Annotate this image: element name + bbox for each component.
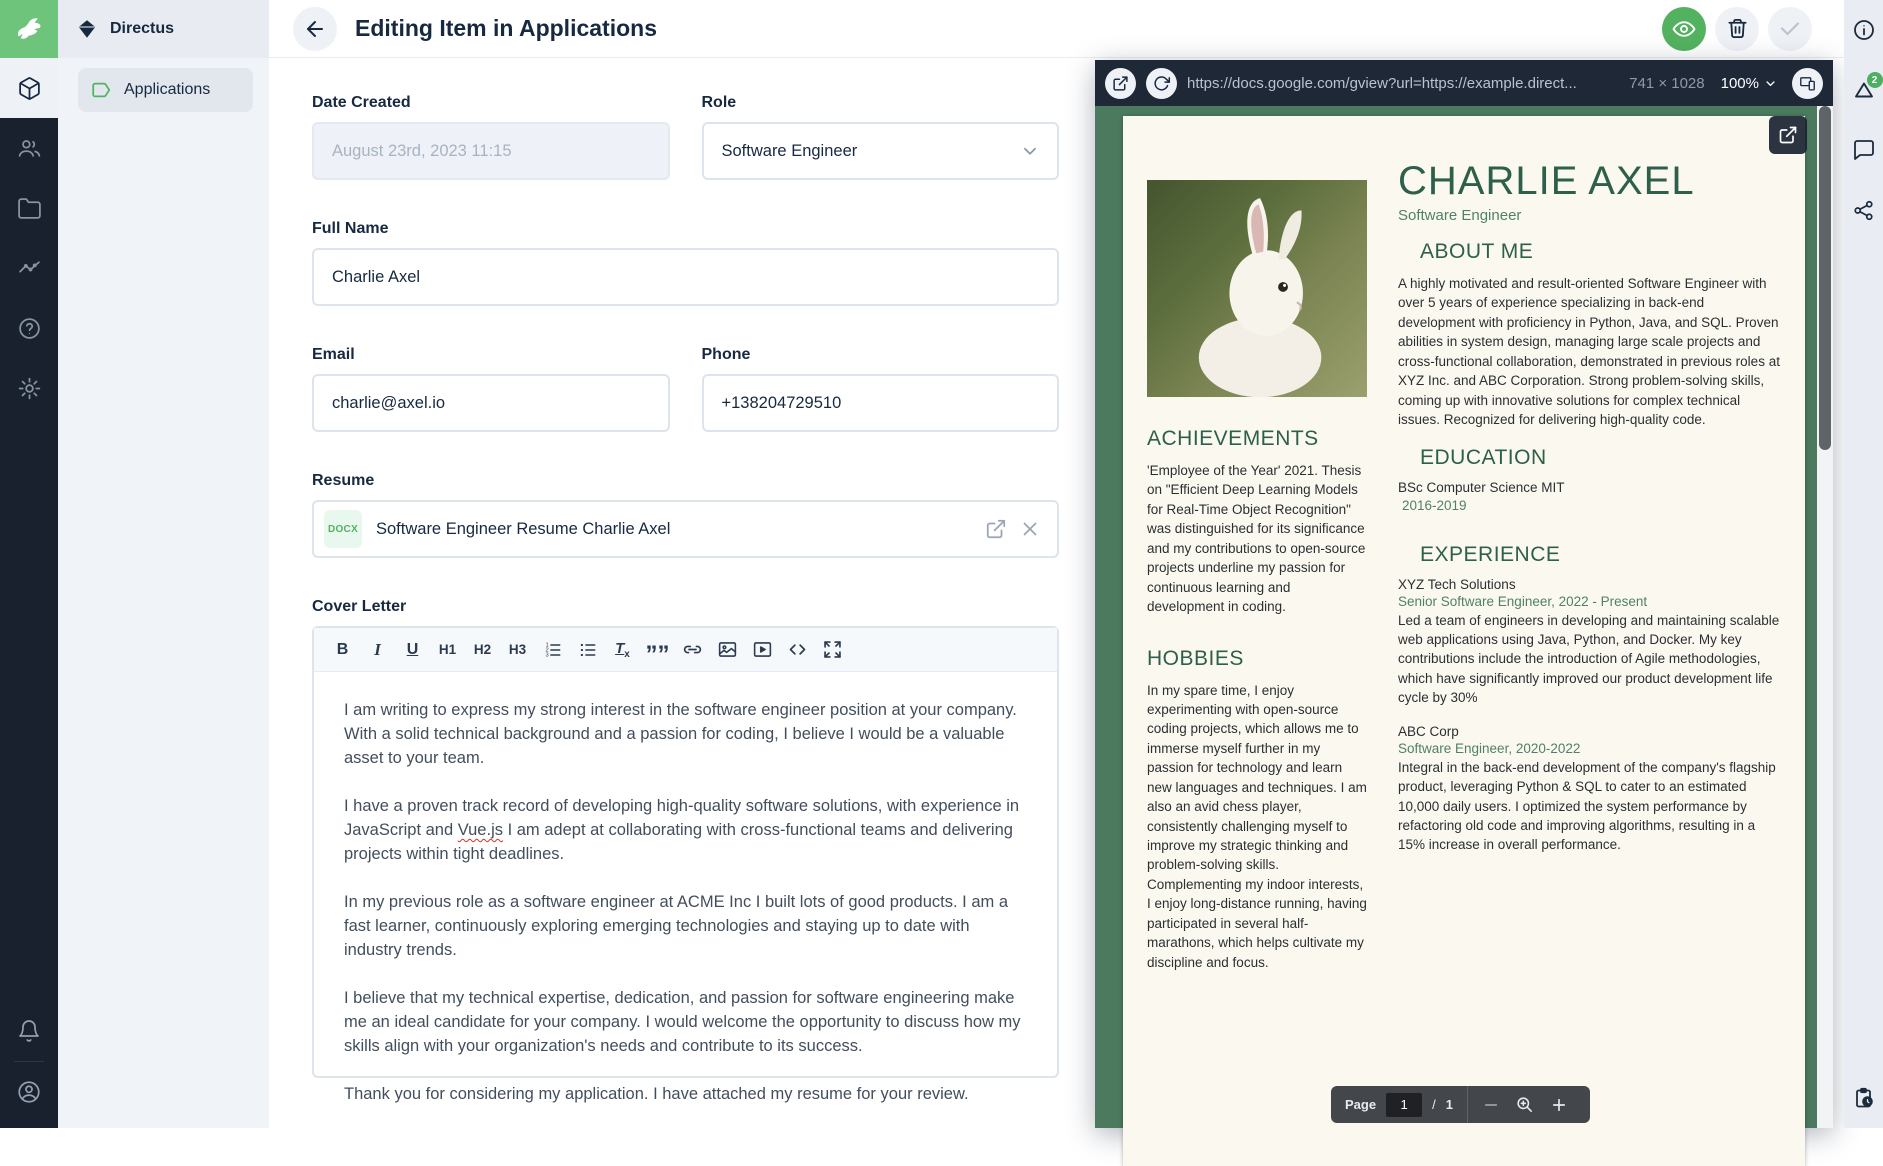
field-resume [312, 472, 1059, 558]
h1-button[interactable]: H1 [431, 634, 464, 666]
cover-letter-paragraph: Thank you for considering my application. I have attached my resume for your review. [344, 1085, 969, 1103]
devices-icon [1799, 75, 1816, 92]
module-help[interactable] [0, 298, 58, 358]
shares-sidebar-button[interactable] [1852, 198, 1876, 222]
svg-text:2: 2 [545, 647, 549, 654]
cover-letter-paragraph: I believe that my technical expertise, dedication, and passion for software engineering make me an ideal candidate for your company. I would welcome the opportunity to discuss how my skills align with your organization's needs and contribute to its success. [344, 989, 1021, 1055]
ordered-list-icon [543, 640, 563, 660]
viewer-scrollbar[interactable] [1817, 106, 1833, 1128]
info-icon [1852, 18, 1876, 42]
job-company: XYZ Tech Solutions [1398, 576, 1516, 592]
email-input[interactable] [312, 374, 670, 432]
achievements-text: 'Employee of the Year' 2021. Thesis on "Efficient Deep Learning Models for Real-Time Object Recognition" was distinguished for its significance and my contributions to open-source projects underline my passion for continuous learning and development in coding. [1147, 463, 1366, 615]
page-number-input[interactable] [1386, 1093, 1422, 1117]
plus-icon [1550, 1096, 1568, 1114]
eye-icon [1672, 17, 1696, 41]
cover-letter-label: Cover Letter [312, 598, 407, 615]
editor-toolbar [314, 628, 1057, 672]
project-name: Directus [110, 20, 175, 37]
date-created-input[interactable] [312, 122, 670, 180]
field-phone [702, 346, 1060, 432]
rich-text-editor [312, 626, 1059, 1103]
field-full-name [312, 220, 1059, 306]
module-bar [0, 0, 58, 1128]
experience-job [1398, 577, 1784, 708]
code-button[interactable] [781, 634, 814, 666]
page-separator: / [1432, 1097, 1436, 1112]
pending-actions-icon [1852, 1086, 1876, 1110]
zoom-in-button[interactable] [1542, 1086, 1576, 1123]
resume-name: CHARLIE AXEL [1398, 159, 1695, 203]
open-file-button[interactable] [985, 518, 1007, 540]
field-date-created [312, 94, 670, 180]
arrow-left-icon [303, 17, 327, 41]
directus-logo[interactable] [0, 0, 58, 58]
job-company: ABC Corp [1398, 723, 1459, 739]
zoom-out-button[interactable] [1474, 1086, 1508, 1123]
role-selected-value: Software Engineer [721, 141, 858, 160]
module-settings[interactable] [0, 358, 58, 418]
check-icon [1778, 17, 1802, 41]
misspelled-word: Vue.js [457, 821, 503, 839]
page-total: 1 [1445, 1097, 1453, 1112]
date-created-label: Date Created [312, 94, 411, 111]
job-description: Integral in the back-end development of the company's flagship product, leveraging Python & SQL to cater to an estimated 10,000 daily users. I optimized the system performance by refactoring old code and improving algorithms, resulting in a 15% increase in overall performance. [1398, 759, 1776, 853]
fullscreen-icon [822, 639, 843, 660]
rabbit-logo-icon [14, 14, 44, 44]
clear-format-icon: $T_x$ [615, 639, 630, 660]
trash-icon [1726, 17, 1749, 40]
revisions-sidebar-button[interactable] [1852, 74, 1878, 102]
code-icon [787, 639, 808, 660]
clear-format-button[interactable] [606, 634, 639, 666]
open-in-new-icon [1112, 75, 1129, 92]
role-label: Role [701, 94, 737, 111]
pager-divider [1467, 1086, 1468, 1123]
experience-job [1398, 724, 1784, 855]
delete-button[interactable] [1715, 7, 1759, 51]
bullet-list-button[interactable] [571, 634, 604, 666]
h2-button[interactable]: H2 [466, 634, 499, 666]
header-actions [1662, 7, 1812, 51]
page-label: Page [1345, 1097, 1377, 1112]
insights-icon [17, 256, 42, 281]
open-in-new-icon [1778, 125, 1798, 145]
job-role: Software Engineer, 2020-2022 [1398, 740, 1581, 756]
page-header [269, 0, 1844, 58]
project-switcher[interactable] [58, 0, 269, 58]
resume-file-actions [985, 518, 1041, 540]
chevron-down-icon [1019, 140, 1041, 162]
fullscreen-button[interactable] [816, 634, 849, 666]
magnifier-plus-icon [1515, 1095, 1534, 1114]
role-select[interactable] [702, 122, 1060, 180]
job-description: Led a team of engineers in developing and maintaining scalable web applications using Java, Python, and Docker. My key contributions include the introduction of Agile methodologies, which have significantly improved our product development life cycle by 30% [1398, 612, 1780, 706]
image-icon [717, 639, 738, 660]
gear-icon [17, 376, 42, 401]
back-button[interactable] [293, 7, 337, 51]
label-tag-icon [90, 79, 112, 101]
preview-zoom-select[interactable]: 100% [1721, 75, 1778, 92]
about-text: A highly motivated and result-oriented Software Engineer with over 5 years of experience specializing in back-end development with proficiency in Python, Java, and SQL. Proven abilities in system design, managing large scale projects and cross-functional collaboration, demonstrated in previous roles at XYZ Inc. and ABC Corporation. Strong problem-solving skills, coming up with innovative solutions for complex technical issues. Recognized for delivering high-quality code. [1398, 276, 1780, 428]
zoom-fit-button[interactable] [1508, 1086, 1542, 1123]
project-diamond-icon [76, 18, 98, 40]
preview-url: https://docs.google.com/gview?url=https://example.direct... [1187, 74, 1577, 92]
resume-file-name: Software Engineer Resume Charlie Axel [376, 519, 671, 538]
bullet-list-icon [578, 640, 598, 660]
field-role [702, 94, 1060, 180]
svg-text:1: 1 [545, 642, 549, 649]
ordered-list-button[interactable] [536, 634, 569, 666]
user-menu-button[interactable] [0, 1066, 58, 1118]
document-scroll-area[interactable] [1095, 106, 1817, 1128]
responsive-mode-button[interactable] [1792, 68, 1823, 99]
module-content[interactable] [0, 58, 58, 118]
page-toolbar [1331, 1086, 1590, 1123]
achievements-heading: ACHIEVEMENTS [1147, 427, 1319, 450]
remove-file-button[interactable] [1019, 518, 1041, 540]
education-school: BSc Computer Science MIT [1398, 479, 1565, 495]
live-preview-panel [1095, 60, 1833, 1128]
module-bar-divider [14, 1061, 44, 1062]
about-heading: ABOUT ME [1420, 240, 1534, 263]
svg-text:3: 3 [545, 652, 549, 659]
video-button[interactable] [746, 634, 779, 666]
docx-chip: DOCX [324, 510, 362, 548]
users-icon [17, 136, 42, 161]
underline-button[interactable]: U [396, 634, 429, 666]
preview-topbar [1095, 60, 1833, 106]
resume-document [1123, 116, 1805, 1166]
preview-toggle-button[interactable] [1662, 7, 1706, 51]
resume-label: Resume [312, 472, 375, 489]
sidebar-item-applications[interactable] [78, 68, 253, 112]
viewer-scrollbar-thumb[interactable] [1819, 106, 1831, 450]
minus-icon [1482, 1096, 1500, 1114]
full-name-label: Full Name [312, 220, 389, 237]
blockquote-icon: ”” [645, 640, 670, 668]
document-viewer [1095, 106, 1833, 1128]
box-icon [17, 76, 42, 101]
item-sidebar-rail [1844, 0, 1883, 1128]
field-cover-letter [312, 598, 1059, 1103]
h3-button[interactable]: H3 [501, 634, 534, 666]
comment-icon [1852, 138, 1876, 162]
job-role: Senior Software Engineer, 2022 - Present [1398, 593, 1648, 609]
module-bar-bottom [0, 1005, 58, 1128]
link-button[interactable] [676, 634, 709, 666]
module-users[interactable] [0, 118, 58, 178]
refresh-preview-button[interactable] [1146, 68, 1177, 99]
email-label: Email [312, 346, 355, 363]
hobbies-heading: HOBBIES [1147, 646, 1244, 670]
notifications-button[interactable] [0, 1005, 58, 1057]
open-preview-new-tab-button[interactable] [1105, 68, 1136, 99]
cover-letter-paragraph: I am writing to express my strong interest in the software engineer position at your company. With a solid technical background and a passion for coding, I believe I would be a valuable asset to your team. [344, 701, 1017, 767]
link-icon [682, 639, 703, 660]
chevron-down-icon [1763, 76, 1778, 91]
page-title: Editing Item in Applications [355, 15, 657, 41]
education-heading: EDUCATION [1420, 445, 1547, 469]
comments-sidebar-button[interactable] [1852, 138, 1876, 162]
bell-icon [17, 1019, 41, 1043]
rabbit-photo [1147, 180, 1367, 397]
image-button[interactable] [711, 634, 744, 666]
resume-title: Software Engineer [1398, 207, 1522, 224]
full-name-input[interactable] [312, 248, 1059, 306]
phone-label: Phone [701, 346, 751, 363]
close-icon [1019, 518, 1041, 540]
education-years: 2016-2019 [1402, 497, 1467, 513]
help-icon [17, 316, 42, 341]
resume-file[interactable] [312, 500, 1059, 558]
viewer-popout-button[interactable] [1769, 116, 1807, 154]
save-button[interactable] [1768, 7, 1812, 51]
revisions-count-badge: 2 [1867, 72, 1883, 88]
cover-letter-text[interactable] [314, 672, 1057, 1156]
folder-icon [17, 196, 42, 221]
refresh-icon [1153, 75, 1170, 92]
blockquote-button[interactable] [641, 634, 674, 666]
resume-left-column [1147, 180, 1367, 972]
launch-icon [985, 518, 1007, 540]
sidebar-item-label: Applications [124, 81, 211, 98]
bold-button[interactable]: B [326, 634, 359, 666]
share-icon [1852, 199, 1875, 222]
video-icon [752, 639, 773, 660]
resume-right-column [1398, 160, 1784, 855]
info-sidebar-button[interactable] [1852, 18, 1876, 42]
module-files[interactable] [0, 178, 58, 238]
preview-dimensions: 741 × 1028 [1629, 74, 1705, 92]
cover-letter-paragraph: In my previous role as a software engineer at ACME Inc I built lots of good products. I am a fast learner, continuously exploring emerging technologies and staying up to date with industry trends. [344, 893, 1008, 959]
cover-letter-paragraph: I have a proven track record of developing high-quality software solutions, with experience in JavaScript and Vue.js I am adept at collaborating with cross-functional teams and delivering projects within tight deadlines. [344, 797, 1020, 863]
avatar-icon [16, 1079, 42, 1105]
field-email [312, 346, 670, 432]
experience-heading: EXPERIENCE [1420, 542, 1561, 566]
nav-sidebar [58, 0, 269, 1128]
module-insights[interactable] [0, 238, 58, 298]
activity-sidebar-button[interactable] [1852, 1086, 1876, 1110]
italic-button[interactable]: I [361, 634, 394, 666]
phone-input[interactable] [702, 374, 1060, 432]
hobbies-text: In my spare time, I enjoy experimenting with open-source coding projects, which allows me to immerse myself further in my passion for technology and learn new languages and techniques. I am also an avid chess player, consistently challenging myself to improve my strategic thinking and problem-solving skills. Complementing my indoor interests, I enjoy long-distance running, having participated in several half-marathons, which helps cultivate my discipline and focus. [1147, 682, 1367, 970]
